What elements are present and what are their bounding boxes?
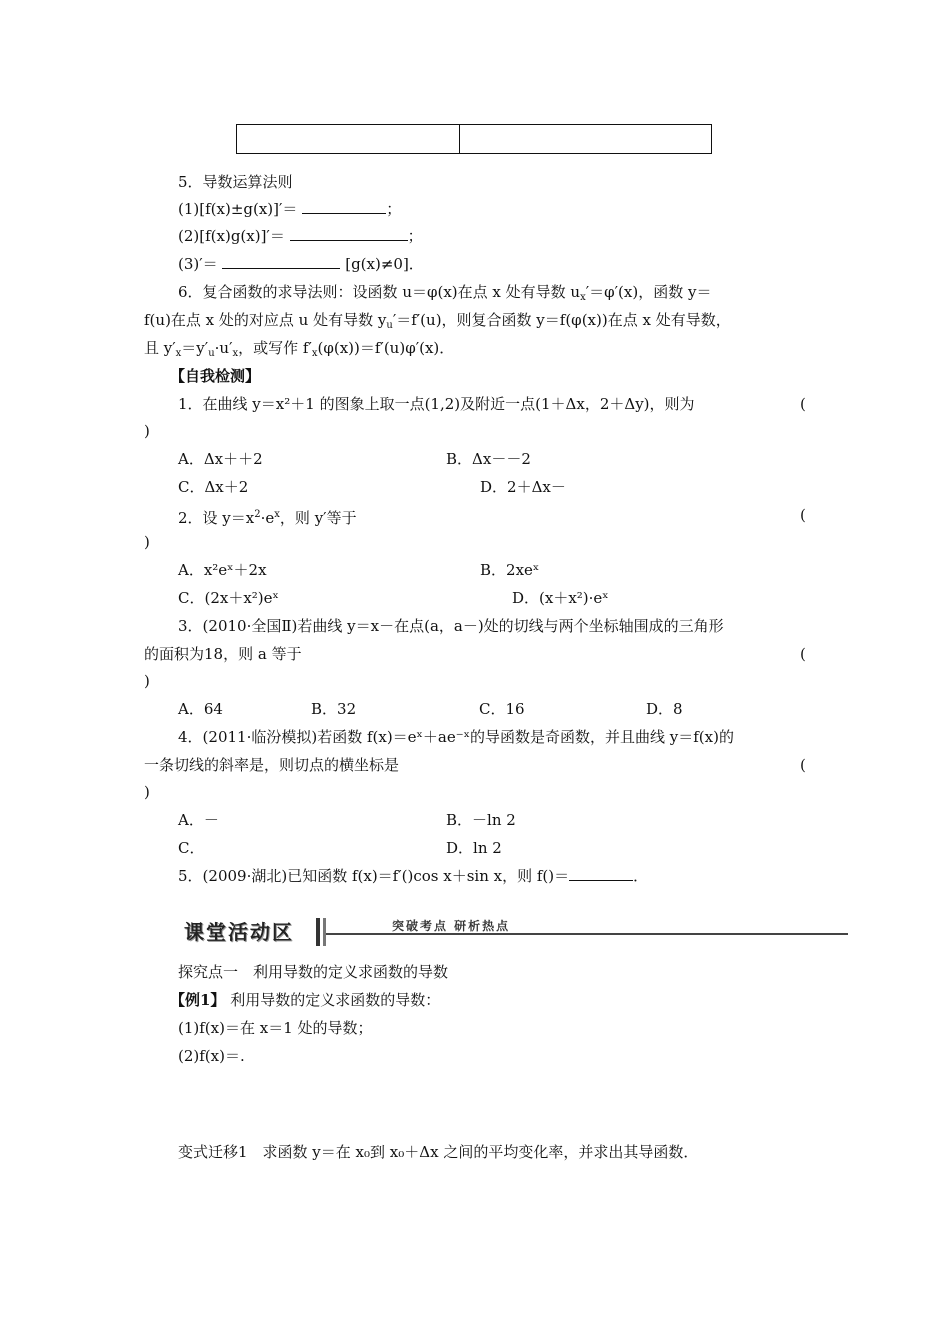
table-divider: [459, 125, 460, 153]
q4-stem-line1: 4．(2011·临汾模拟)若函数 f(x)＝eˣ＋ae⁻ˣ的导函数是奇函数，并且曲线 y＝f(x)的: [178, 728, 734, 746]
rule-sum: (1)[f(x)±g(x)]′＝ ；: [178, 200, 402, 218]
rule-product-blank[interactable]: [290, 226, 408, 241]
q3-option-b[interactable]: B．32: [311, 700, 357, 718]
example-1-part1: (1)f(x)＝在 x＝1 处的导数；: [178, 1019, 373, 1037]
chain-rule-line2: [144, 310, 731, 336]
q3-paren-open: (: [800, 645, 806, 663]
explore-point-1: 探究点一 利用导数的定义求函数的导数: [178, 963, 449, 981]
rule-sum-text: (1)[f(x)±g(x)]′＝: [178, 200, 298, 218]
example-1-text: 利用导数的定义求函数的导数：: [230, 991, 441, 1009]
q2-sup-x: x: [274, 509, 280, 520]
q1-option-c[interactable]: C．Δx＋2: [178, 478, 249, 496]
q4-option-c[interactable]: C．: [178, 839, 205, 857]
q4-paren-open: (: [800, 756, 806, 774]
chain-l3b: ＝y′: [181, 339, 209, 357]
q2-option-a[interactable]: A．x²eˣ＋2x: [178, 561, 267, 579]
q2-stem-post: ，则 y′等于: [279, 509, 357, 527]
q3-option-d[interactable]: D．8: [646, 700, 683, 718]
chain-l3-sub2: u: [208, 348, 215, 359]
q2-option-d[interactable]: D．(x＋x²)·eˣ: [512, 589, 609, 607]
q3-option-c[interactable]: C．16: [479, 700, 525, 718]
q1-option-a[interactable]: A．Δx＋＋2: [178, 450, 263, 468]
chain-rule-line2-rest: ′＝f′(u)，则复合函数 y＝f(φ(x))在点 x 处有导数，: [392, 311, 731, 329]
q4-option-d[interactable]: D．ln 2: [446, 839, 502, 857]
rule-quotient-text: (3)′＝: [178, 255, 218, 273]
q1-option-d[interactable]: D．2＋Δx－: [480, 478, 566, 496]
q1-stem: 1．在曲线 y＝x²＋1 的图象上取一点(1,2)及附近一点(1＋Δx，2＋Δy)，则为: [178, 395, 695, 413]
q5-end: ．: [633, 867, 649, 885]
chain-l3a: 且 y′: [144, 339, 176, 357]
formula-table: [236, 124, 712, 154]
example-1: [170, 990, 440, 1010]
q5-blank[interactable]: [569, 866, 633, 881]
q4-option-b[interactable]: B．－ln 2: [446, 811, 516, 829]
q1-option-b[interactable]: B．Δx－－2: [446, 450, 531, 468]
q4-paren-close: ): [144, 783, 150, 801]
q2-sup-2: 2: [254, 509, 261, 520]
q5-stem: [178, 866, 648, 886]
q3-stem-line2: 的面积为18，则 a 等于: [144, 645, 302, 663]
chain-rule-line1-text: 6．复合函数的求导法则：设函数 u＝φ(x)在点 x 处有导数 u: [178, 283, 581, 301]
q1-paren-open: (: [800, 395, 806, 413]
self-check-heading: 【自我检测】: [170, 367, 261, 385]
example-1-label: 【例1】: [170, 991, 226, 1009]
banner-subtitle: 突破考点 研析热点: [392, 919, 511, 933]
q2-paren-open: (: [800, 506, 806, 524]
q3-stem-line1: 3．(2010·全国Ⅱ)若曲线 y＝x－在点(a，a－)处的切线与两个坐标轴围成的三角形: [178, 617, 724, 635]
chain-sub-x: x: [580, 292, 586, 303]
q2-option-c[interactable]: C．(2x＋x²)eˣ: [178, 589, 279, 607]
chain-l3-sub3: x: [232, 348, 239, 359]
q3-paren-close: ): [144, 672, 150, 690]
banner-title: 课堂活动区: [184, 920, 294, 944]
q2-paren-close: ): [144, 533, 150, 551]
rule-sum-blank[interactable]: [302, 199, 386, 214]
section5-heading: 5．导数运算法则: [178, 173, 293, 191]
rule-quotient-condition: [g(x)≠0]．: [345, 255, 424, 273]
q2-option-b[interactable]: B．2xeˣ: [480, 561, 540, 579]
chain-rule-line1: [178, 282, 711, 308]
rule-quotient: [178, 254, 424, 274]
q3-option-a[interactable]: A．64: [178, 700, 223, 718]
chain-rule-line3: [144, 338, 454, 364]
variant-1: 变式迁移1 求函数 y＝在 x₀到 x₀＋Δx 之间的平均变化率，并求出其导函数．: [178, 1143, 699, 1161]
chain-l3c: ·u′: [214, 339, 233, 357]
example-1-part2: (2)f(x)＝.: [178, 1047, 245, 1065]
banner-bar-secondary: [323, 918, 326, 946]
chain-rule-line2-text: f(u)在点 x 处的对应点 u 处有导数 y: [144, 311, 387, 329]
q4-option-a[interactable]: A．－: [178, 811, 219, 829]
q1-paren-close: ): [144, 422, 150, 440]
section-banner: [180, 912, 848, 948]
q2-stem-pre: 2．设 y＝x: [178, 509, 255, 527]
rule-product: (2)[f(x)g(x)]′＝ ；: [178, 227, 423, 245]
chain-rule-line1-rest: ′＝φ′(x)，函数 y＝: [585, 283, 712, 301]
q4-stem-line2: 一条切线的斜率是，则切点的横坐标是: [144, 756, 400, 774]
chain-l3-sub1: x: [175, 348, 182, 359]
rule-product-text: (2)[f(x)g(x)]′＝: [178, 227, 285, 245]
banner-rule: [326, 933, 848, 935]
chain-l3d: ，或写作 f′: [238, 339, 312, 357]
chain-sub-u: u: [386, 320, 393, 331]
q2-stem-mid: ·e: [260, 509, 275, 527]
chain-l3e: (φ(x))＝f′(u)φ′(x)．: [317, 339, 455, 357]
q2-stem: [178, 505, 357, 528]
chain-l3-sub4: x: [311, 348, 318, 359]
q5-stem-text: 5．(2009·湖北)已知函数 f(x)＝f′()cos x＋sin x，则 f()＝: [178, 867, 570, 885]
banner-bar: [316, 918, 320, 946]
rule-quotient-blank[interactable]: [222, 254, 340, 269]
